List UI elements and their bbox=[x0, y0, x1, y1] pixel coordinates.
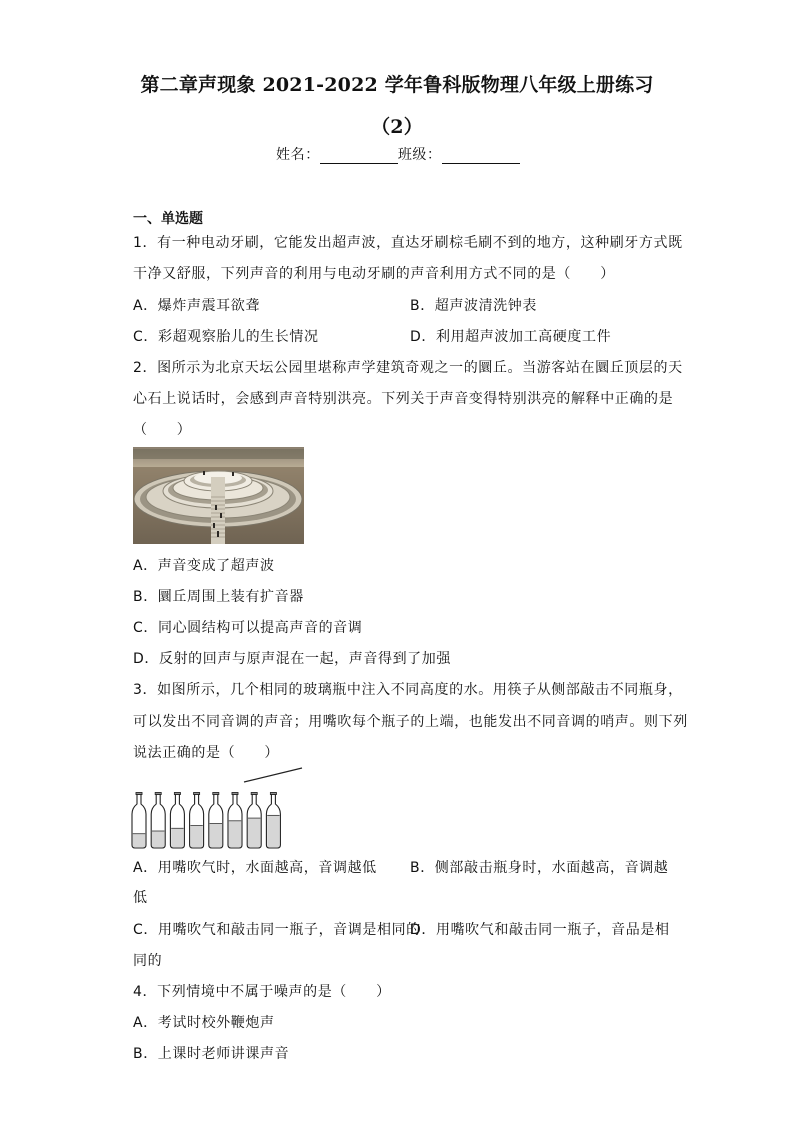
class-label: 班级： bbox=[397, 147, 442, 163]
q2-stem-line1: 2．图所示为北京天坛公园里堪称声学建筑奇观之一的圜丘。当游客站在圜丘顶层的天 bbox=[133, 360, 683, 376]
q3-option-a[interactable]: A．用嘴吹气时，水面越高，音调越低 bbox=[133, 860, 377, 876]
section-heading: 一、单选题 bbox=[133, 211, 203, 227]
bottle bbox=[170, 793, 184, 849]
q3-option-d[interactable]: D．用嘴吹气和敲击同一瓶子，音品是相 bbox=[410, 922, 670, 938]
q2-option-a[interactable]: A．声音变成了超声波 bbox=[133, 558, 275, 574]
q2-option-d[interactable]: D．反射的回声与原声混在一起，声音得到了加强 bbox=[133, 651, 451, 667]
page-title: 第二章声现象 2021-2022 学年鲁科版物理八年级上册练习 bbox=[140, 74, 654, 96]
bottle bbox=[247, 793, 261, 849]
bottle bbox=[228, 793, 242, 849]
q2-option-b[interactable]: B．圜丘周围上装有扩音器 bbox=[133, 589, 304, 605]
chopstick bbox=[244, 768, 302, 782]
bottle bbox=[209, 793, 223, 849]
q1-option-c[interactable]: C．彩超观察胎儿的生长情况 bbox=[133, 329, 319, 345]
q2-option-c[interactable]: C．同心圆结构可以提高声音的音调 bbox=[133, 620, 363, 636]
bottle-water bbox=[171, 828, 183, 847]
q1-stem-line1: 1．有一种电动牙刷，它能发出超声波，直达牙刷棕毛刷不到的地方，这种刷牙方式既 bbox=[133, 235, 683, 251]
q4-option-b[interactable]: B．上课时老师讲课声音 bbox=[133, 1046, 290, 1062]
q1-option-b[interactable]: B．超声波清洗钟表 bbox=[410, 298, 538, 314]
bottle-water bbox=[267, 815, 279, 847]
q1-option-d[interactable]: D．利用超声波加工高硬度工件 bbox=[410, 329, 612, 345]
q4-stem: 4．下列情境中不属于噪声的是（ ） bbox=[133, 984, 391, 1000]
page-title-subtitle: （2） bbox=[371, 116, 423, 138]
q3-stem-line1: 3．如图所示，几个相同的玻璃瓶中注入不同高度的水。用筷子从侧部敲击不同瓶身， bbox=[133, 682, 683, 698]
bottle-water bbox=[190, 826, 202, 848]
bottle bbox=[266, 793, 280, 849]
q2-stem-line2: 心石上说话时，会感到声音特别洪亮。下列关于声音变得特别洪亮的解释中正确的是 bbox=[133, 391, 674, 407]
bottle-water bbox=[152, 831, 164, 847]
q1-stem-line2: 干净又舒服，下列声音的利用与电动牙刷的声音利用方式不同的是（ ） bbox=[133, 266, 615, 282]
bottle-water bbox=[229, 821, 241, 847]
q3-option-c[interactable]: C．用嘴吹气和敲击同一瓶子，音调是相同的 bbox=[133, 922, 421, 938]
q3-option-b-cont: 低 bbox=[133, 890, 148, 906]
name-blank[interactable] bbox=[320, 149, 398, 164]
bottle-water bbox=[210, 824, 222, 848]
q1-option-a[interactable]: A．爆炸声震耳欲聋 bbox=[133, 298, 260, 314]
bottle bbox=[151, 793, 165, 849]
bottle bbox=[132, 793, 146, 849]
name-label: 姓名： bbox=[276, 147, 320, 163]
q3-option-b[interactable]: B．侧部敲击瓶身时，水面越高，音调越 bbox=[410, 860, 669, 876]
student-info-line bbox=[276, 146, 520, 164]
q3-option-d-cont: 同的 bbox=[133, 953, 163, 969]
bottle-water bbox=[248, 818, 260, 847]
q3-stem-line2: 可以发出不同音调的声音；用嘴吹每个瓶子的上端，也能发出不同音调的哨声。则下列 bbox=[133, 714, 688, 730]
bottle-group bbox=[132, 793, 280, 849]
bottle-water bbox=[133, 834, 145, 847]
q3-stem-line3: 说法正确的是（ ） bbox=[133, 745, 279, 761]
q4-option-a[interactable]: A．考试时校外鞭炮声 bbox=[133, 1015, 275, 1031]
bottle bbox=[190, 793, 204, 849]
class-blank[interactable] bbox=[442, 149, 520, 164]
q2-stem-line3: （ ） bbox=[133, 422, 192, 438]
q3-bottles-figure bbox=[128, 766, 308, 852]
q2-altar-photo bbox=[133, 447, 304, 544]
